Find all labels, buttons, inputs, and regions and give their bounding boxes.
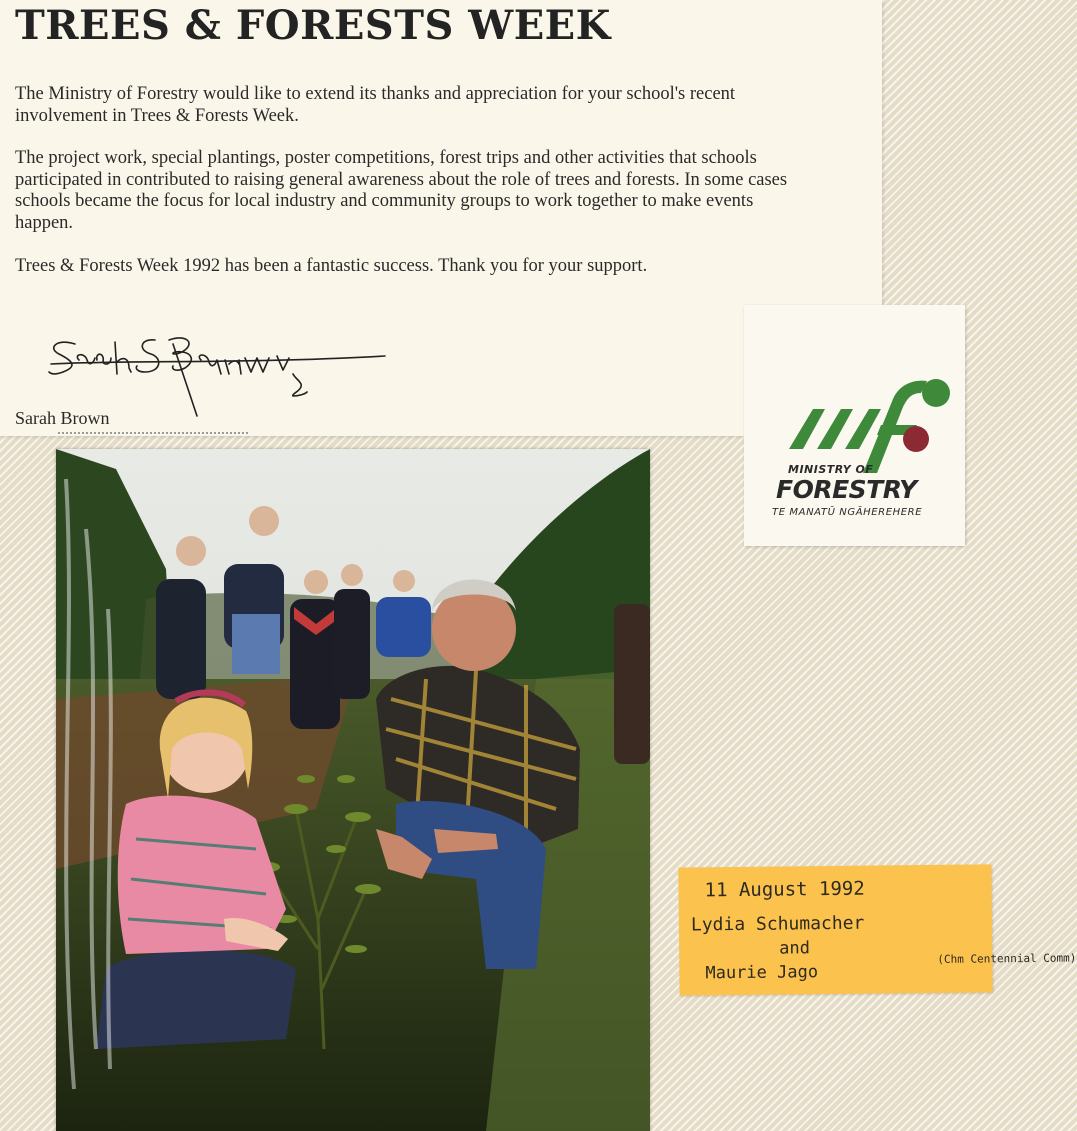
note-date: 11 August 1992 (704, 877, 865, 902)
letter-paragraph-2: The project work, special plantings, poster competitions, forest trips and other activities that schools participated in contributed to raising general awareness about the role of trees and forests. In some cases schools became the focus for local industry and community groups to work together to make events happen. (15, 148, 788, 233)
note-name-2: Maurie Jago (705, 962, 819, 984)
letter-paragraph-3: Trees & Forests Week 1992 has been a fantastic success. Thank you for your support. (15, 256, 648, 276)
cut-off-signer-title (58, 432, 248, 437)
letter-title: TREES & FORESTS WEEK (15, 2, 611, 49)
logo-text-maori-name: TE MANATŪ NGĀHEREHERE (772, 507, 923, 518)
signer-name: Sarah Brown (15, 408, 110, 428)
ministry-logo-card (744, 305, 965, 546)
note-role: (Chm Centennial Comm) (937, 951, 1077, 966)
handwritten-note (678, 864, 1077, 995)
letter-paragraph-1: The Ministry of Forestry would like to extend its thanks and appreciation for your school's recent involvement in Trees & Forests Week. (15, 84, 736, 126)
tree-planting-photo (56, 449, 650, 1131)
note-name-1: Lydia Schumacher (690, 912, 865, 936)
logo-text-ministry-of: MINISTRY OF (788, 463, 874, 476)
logo-text-forestry: FORESTRY (776, 475, 917, 504)
note-and: and (779, 938, 811, 959)
photo-illustration (56, 449, 650, 1131)
